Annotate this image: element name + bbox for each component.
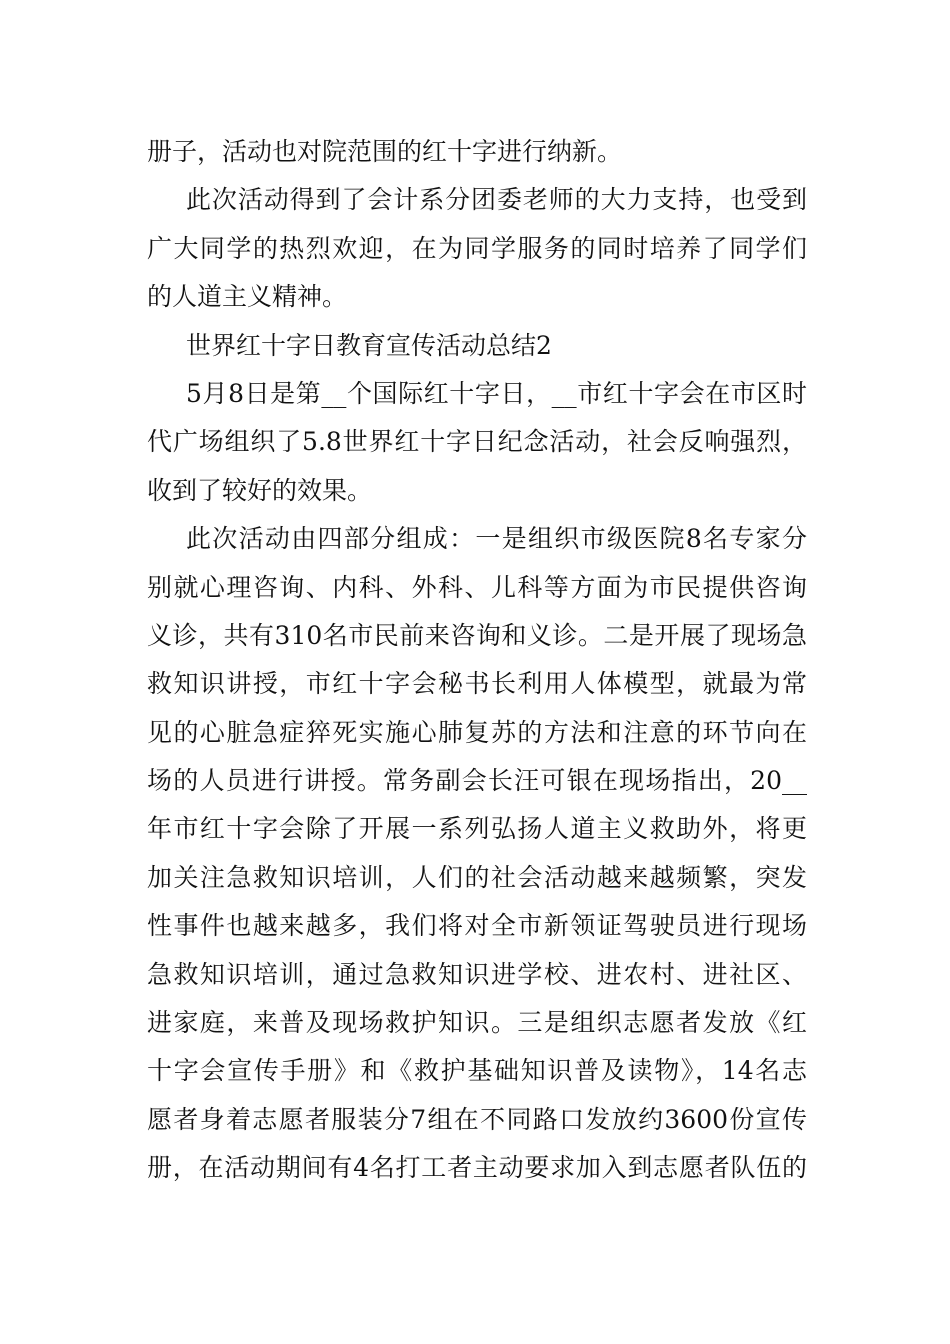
text-line: 性事件也越来越多，我们将对全市新领证驾驶员进行现场 bbox=[147, 911, 807, 941]
paragraph-first-line: 此次活动得到了会计系分团委老师的大力支持，也受到 bbox=[186, 185, 807, 215]
text-line: 急救知识培训，通过急救知识进学校、进农村、进社区、 bbox=[147, 959, 807, 989]
text-line: 进家庭，来普及现场救护知识。三是组织志愿者发放《红 bbox=[147, 1008, 807, 1038]
text-line: 年市红十字会除了开展一系列弘扬人道主义救助外，将更 bbox=[147, 814, 807, 844]
text-line: 的人道主义精神。 bbox=[147, 282, 348, 312]
text-line: 场的人员进行讲授。常务副会长汪可银在现场指出，20__ bbox=[147, 766, 807, 796]
document-body bbox=[147, 128, 807, 1193]
text-line: 义诊，共有310名市民前来咨询和义诊。二是开展了现场急 bbox=[147, 620, 807, 650]
paragraph-first-line: 5月8日是第__个国际红十字日，__市红十字会在市区时 bbox=[186, 378, 807, 408]
text-line: 别就心理咨询、内科、外科、儿科等方面为市民提供咨询 bbox=[147, 572, 807, 602]
text-line: 册子，活动也对院范围的红十字进行纳新。 bbox=[147, 137, 623, 166]
text-line: 代广场组织了5.8世界红十字日纪念活动，社会反响强烈， bbox=[147, 427, 807, 457]
text-line: 收到了较好的效果。 bbox=[147, 475, 373, 505]
text-line: 愿者身着志愿者服装分7组在不同路口发放约3600份宣传 bbox=[147, 1104, 807, 1134]
paragraph-first-line: 此次活动由四部分组成：一是组织市级医院8名专家分 bbox=[186, 524, 807, 554]
text-line: 册，在活动期间有4名打工者主动要求加入到志愿者队伍的 bbox=[147, 1153, 807, 1183]
text-line: 十字会宣传手册》和《救护基础知识普及读物》，14名志 bbox=[147, 1056, 807, 1086]
text-line: 见的心脏急症猝死实施心肺复苏的方法和注意的环节向在 bbox=[147, 717, 807, 747]
text-line: 救知识讲授，市红十字会秘书长利用人体模型，就最为常 bbox=[147, 669, 807, 699]
section-heading: 世界红十字日教育宣传活动总结2 bbox=[186, 330, 552, 360]
text-line: 加关注急救知识培训，人们的社会活动越来越频繁，突发 bbox=[147, 862, 807, 892]
text-line: 广大同学的热烈欢迎，在为同学服务的同时培养了同学们 bbox=[147, 233, 807, 263]
